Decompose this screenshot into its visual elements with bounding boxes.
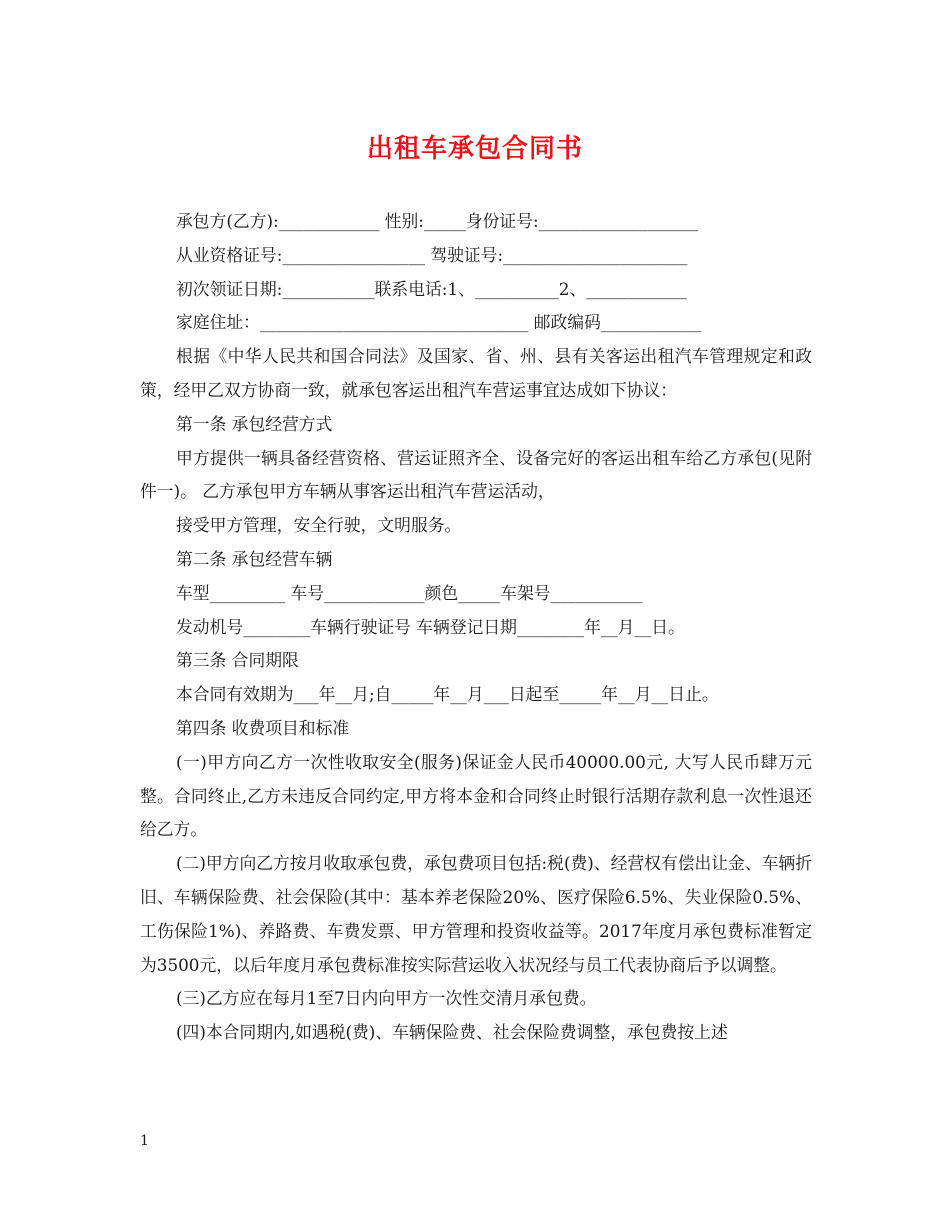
vehicle-info-line: 发动机号________车辆行驶证号 车辆登记日期________年__月__日。 bbox=[176, 616, 685, 637]
address-line: 家庭住址：________________________________ 邮政编码____________ bbox=[176, 312, 702, 333]
paragraph: 接受甲方管理，安全行驶，文明服务。 bbox=[176, 515, 462, 536]
article-heading: 第一条 承包经营方式 bbox=[176, 413, 333, 434]
article-heading: 第四条 收费项目和标准 bbox=[176, 717, 350, 738]
page-number: 1 bbox=[140, 1133, 149, 1149]
fee-clause-paragraph: (一)甲方向乙方一次性收取安全(服务)保证金人民币40000.00元, 大写人民币肆万元整。合同终止,乙方未违反合同约定,甲方将本金和合同终止时银行活期存款利息一次性退还给乙方。 bbox=[140, 751, 812, 840]
contractor-info-line: 承包方(乙方):____________ 性别:_____身份证号:___________________ bbox=[176, 211, 699, 231]
contact-info-line: 初次领证日期:___________联系电话:1、__________2、____________ bbox=[176, 278, 687, 299]
fee-clause-paragraph: (三)乙方应在每月1至7日内向甲方一次性交清月承包费。 bbox=[176, 988, 597, 1009]
fee-clause-paragraph: (二)甲方向乙方按月收取承包费，承包费项目包括:税(费)、经营权有偿出让金、车辆折旧、车辆保险费、社会保险(其中：基本养老保险20%、医疗保险6.5%、失业保险0.5%、工伤保险1%)、养路费、车费发票、甲方管理和投资收益等。2017年度月承包费标准暂定为3500元，以后年度月承包费标准按实际营运收入状况经与员工代表协商后予以调整。 bbox=[140, 853, 812, 975]
document-body bbox=[140, 205, 812, 1050]
license-info-line: 从业资格证号:_________________ 驾驶证号:______________________ bbox=[176, 244, 688, 265]
vehicle-info-line: 车型_________ 车号____________颜色_____车架号___________ bbox=[176, 582, 643, 603]
fee-clause-paragraph: (四)本合同期内,如遇税(费)、车辆保险费、社会保险费调整，承包费按上述 bbox=[176, 1022, 728, 1043]
article-heading: 第二条 承包经营车辆 bbox=[176, 548, 333, 569]
article-heading: 第三条 合同期限 bbox=[176, 650, 299, 671]
preamble-paragraph: 根据《中华人民共和国合同法》及国家、省、州、县有关客运出租汽车管理规定和政策，经甲乙双方协商一致，就承包客运出租汽车营运事宜达成如下协议： bbox=[140, 346, 812, 400]
paragraph: 甲方提供一辆具备经营资格、营运证照齐全、设备完好的客运出租车给乙方承包(见附件一)。 乙方承包甲方车辆从事客运出租汽车营运活动， bbox=[140, 447, 812, 502]
contract-term-line: 本合同有效期为___年__月;自_____年__月___日起至_____年__月__日止。 bbox=[176, 684, 719, 705]
document-title: 出租车承包合同书 bbox=[366, 134, 583, 164]
